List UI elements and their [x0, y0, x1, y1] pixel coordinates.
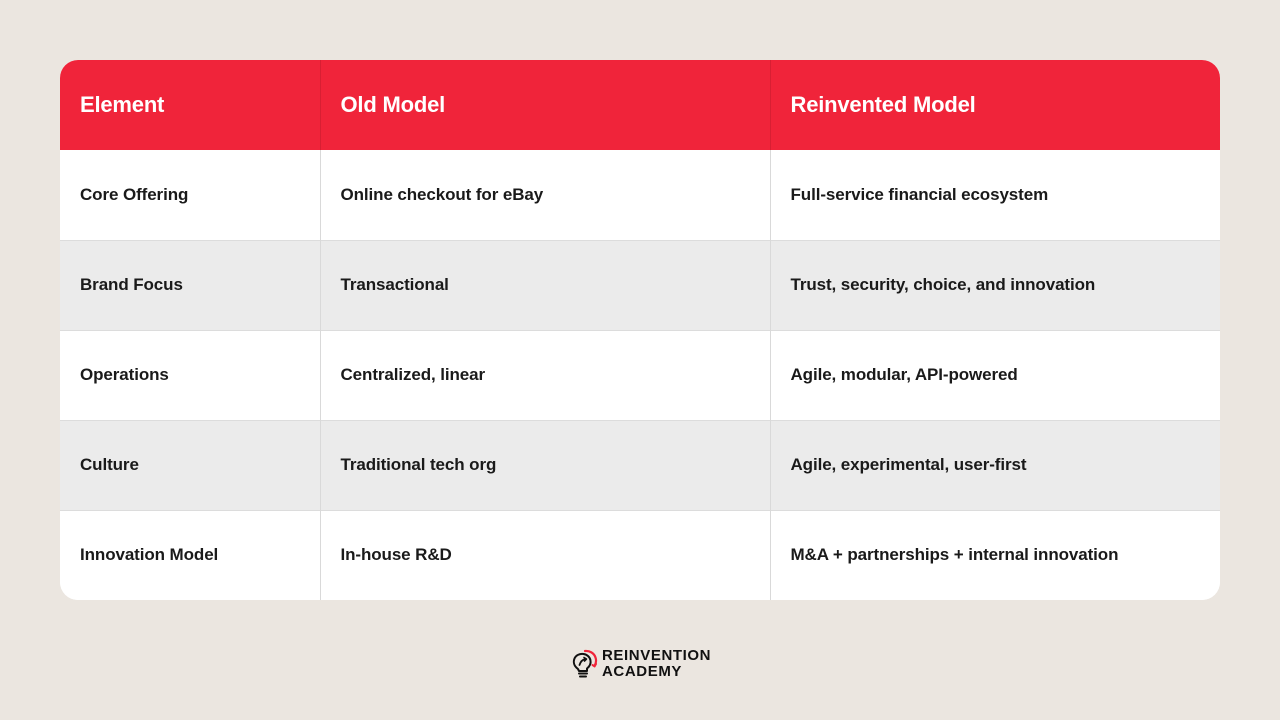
brand-logo: [570, 646, 711, 682]
table-row: [60, 510, 1220, 600]
row-old-model-cell: Centralized, linear: [320, 330, 770, 420]
row-element-cell: Innovation Model: [60, 510, 320, 600]
brand-name-line-2: ACADEMY: [602, 663, 683, 680]
row-reinvented-model-cell: Agile, experimental, user-first: [770, 420, 1220, 510]
row-element-cell: Culture: [60, 420, 320, 510]
row-reinvented-model-cell: M&A + partnerships + internal innovation: [770, 510, 1220, 600]
header-old-model: Old Model: [320, 60, 770, 150]
table-row: [60, 420, 1220, 510]
row-reinvented-model-cell: Trust, security, choice, and innovation: [770, 240, 1220, 330]
lightbulb-cycle-icon: [570, 647, 598, 681]
row-element-cell: Core Offering: [60, 150, 320, 240]
row-old-model-cell: In-house R&D: [320, 510, 770, 600]
table-row: [60, 150, 1220, 240]
row-element-cell: Brand Focus: [60, 240, 320, 330]
brand-name-line-1: REINVENTION: [602, 647, 712, 664]
row-reinvented-model-cell: Agile, modular, API-powered: [770, 330, 1220, 420]
comparison-table: [60, 60, 1220, 600]
brand-name: [602, 648, 711, 680]
row-old-model-cell: Traditional tech org: [320, 420, 770, 510]
row-old-model-cell: Online checkout for eBay: [320, 150, 770, 240]
header-reinvented-model: Reinvented Model: [790, 92, 976, 117]
table-row: [60, 240, 1220, 330]
row-old-model-cell: Transactional: [320, 240, 770, 330]
header-element: Element: [60, 60, 320, 150]
comparison-table-card: [60, 60, 1220, 600]
row-reinvented-model-cell: Full-service financial ecosystem: [790, 184, 1049, 204]
table-header-row: [60, 60, 1220, 150]
table-row: [60, 330, 1220, 420]
row-element-cell: Operations: [60, 330, 320, 420]
